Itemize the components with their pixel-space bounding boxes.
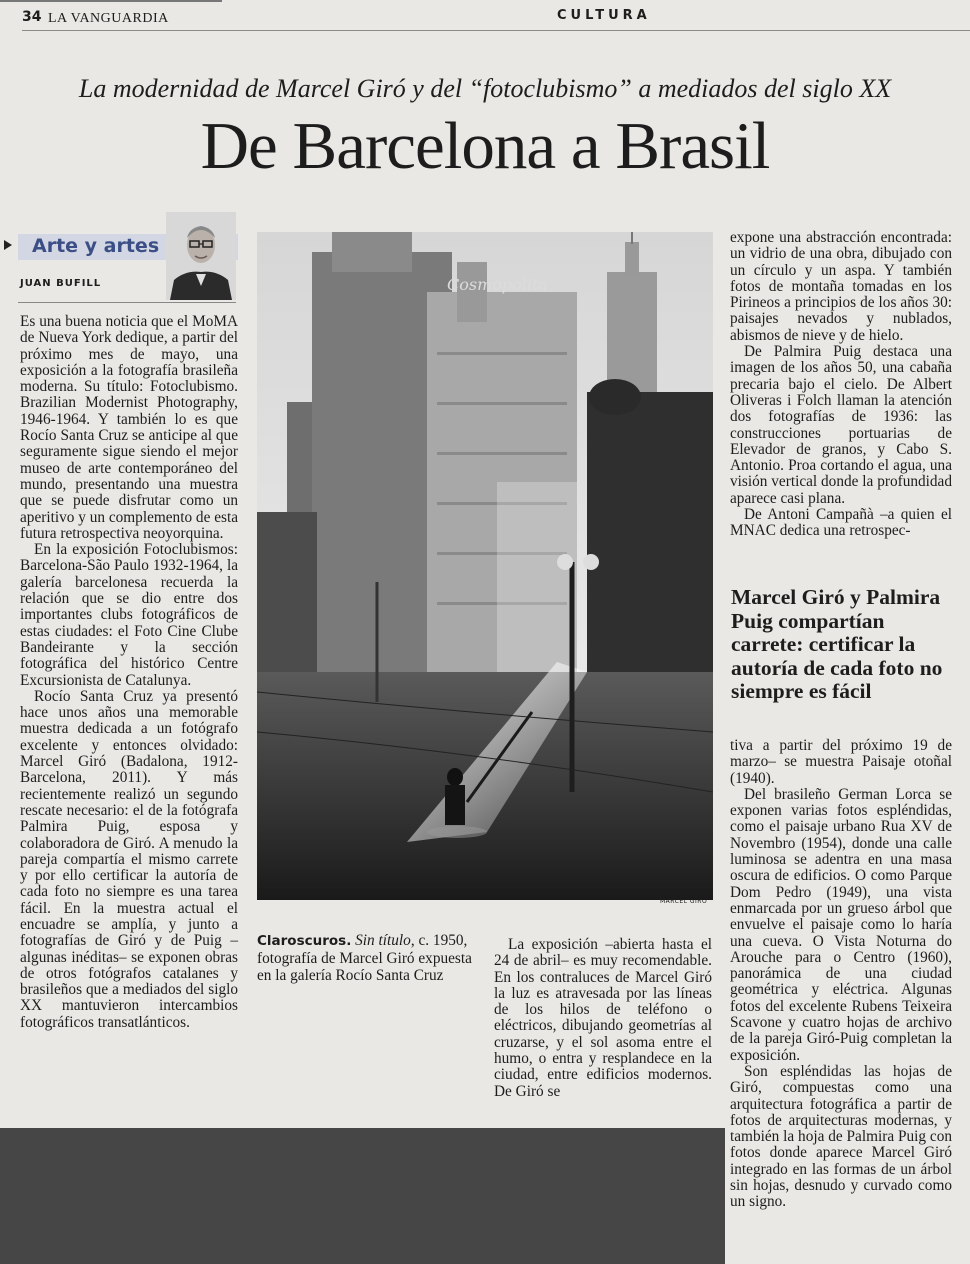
section-name: CULTURA	[557, 8, 651, 23]
pullquote: Marcel Giró y Palmira Puig compartían carrete: certificar la autoría de cada foto no siempre es fácil	[731, 585, 943, 703]
photo-credit: MARCEL GIRÓ	[660, 898, 708, 905]
paragraph: tiva a partir del próximo 19 de marzo– se muestra Paisaje otoñal (1940).	[730, 737, 952, 787]
paragraph: De Antoni Campañà –a quien el MNAC dedica una retrospec-	[730, 506, 952, 540]
column-name: Arte y artes	[32, 235, 160, 257]
paragraph: expone una abstracción encontrada: un vidrio de una obra, dibujado con un círculo y un aspa. Y también fotos de montaña tomadas en los Pirineos a principios de los años 30: paisajes nevados y nublados, abismos de nieve y de hielo.	[730, 229, 952, 344]
paragraph: En la exposición Fotoclubismos: Barcelona-São Paulo 1932-1964, la galería barcelonesa recuerda la relación que se dio entre dos importantes clubs fotográficos de estas ciudades: el Foto Cine Clube Bandeirante y la sección fotográfica del histórico Centre Excursionista de Catalunya.	[20, 541, 238, 689]
shadow-area	[0, 1128, 725, 1264]
article-column-1	[20, 314, 238, 1031]
photo-sign: Cosmopolita	[447, 275, 548, 294]
byline-rule	[18, 302, 236, 303]
page-number: 34	[22, 9, 42, 25]
article-photo	[257, 232, 713, 900]
pullquote-rule-bottom	[0, 1, 222, 2]
article-column-2	[494, 937, 712, 1100]
byline: JUAN BUFILL	[20, 278, 102, 289]
photo-caption	[257, 932, 479, 984]
paragraph: La exposición –abierta hasta el 24 de abril– es muy recomendable. En los contraluces de Marcel Giró la luz es atravesada por las líneas de los hilos de teléfono o eléctricos, dibujando geometrías al cruzarse, y el sol asoma entre el humo, o entra y resplandece en la ciudad, entre edificios modernos. De Giró se	[494, 936, 712, 1100]
caption-text: , c. 1950, fotografía de Marcel Giró expuesta en la galería Rocío Santa Cruz	[257, 932, 472, 984]
header-rule	[22, 30, 970, 31]
article-column-3-top	[730, 230, 952, 540]
caption-title: Sin título	[355, 932, 411, 949]
subheadline: La modernidad de Marcel Giró y del “fotoclubismo” a mediados del siglo XX	[78, 74, 892, 103]
newspaper-name: LA VANGUARDIA	[48, 11, 169, 26]
headline: De Barcelona a Brasil	[200, 109, 770, 183]
author-portrait	[166, 212, 236, 300]
paragraph: De Palmira Puig destaca una imagen de los años 50, una cabaña precaria bajo el cielo. De Albert Oliveras i Folch llaman la atención dos fotografías de 1936: las construcciones portuarias de Elevador de granos, y Cabo S. Antonio. Proa cortando el agua, una visión vertical donde la profundidad aparece casi plana.	[730, 343, 952, 507]
caption-lead: Claroscuros.	[257, 933, 352, 949]
article-column-3-bottom	[730, 738, 952, 1211]
paragraph: Del brasileño German Lorca se exponen varias fotos espléndidas, como el paisaje urbano Rua XV de Novembro (1954), donde una calle luminosa se adentra en una masa oscura de edificios. O como Parque Dom Pedro (1949), una vista enmarcada por un grueso árbol que envuelve el paisaje como lo haría una cueva. O Vista Noturna do Arouche para o Centro (1960), panorámica de una ciudad geométrica y eléctrica. Algunas fotos del excelente Rubens Teixeira Scavone y cuatro hojas de archivo de la pareja Giró-Puig completan la exposición.	[730, 785, 952, 1064]
paragraph: Rocío Santa Cruz ya presentó hace unos años una memorable muestra dedicada a un fotógrafo excelente y entonces olvidado: Marcel Giró (Badalona, 1912-Barcelona, 2011). Y más recientemente realizó un segundo rescate necesario: el de la fotógrafa Palmira Puig, esposa y colaboradora de Giró. A menudo la pareja compartía el mismo carrete y por ello certificar la autoría de cada foto no siempre es una tarea fácil. En la muestra actual el encuadre se amplía, y junto a fotografías de Giró y de Puig –algunas inéditas– se exponen obras de otros fotógrafos catalanes y brasileños que a mediados del siglo XX mantuvieron intercambios fotográficos transatlánticos.	[20, 687, 238, 1031]
paragraph: Es una buena noticia que el MoMA de Nueva York dedique, a partir del próximo mes de mayo, una exposición a la fotografía brasileña moderna. Su título: Fotoclubismo. Brazilian Modernist Photography, 1946-1964. Y también lo es que Rocío Santa Cruz se anticipe al que seguramente sigue siendo el mejor museo de arte contemporáneo del mundo, presentando una muestra que se puede disfrutar como un aperitivo y un complemento de esta futura retrospectiva neoyorquina.	[20, 313, 238, 542]
margin-arrow-icon	[4, 240, 12, 250]
paragraph: Son espléndidas las hojas de Giró, compuestas como una arquitectura fotográfica a partir de fotos de arquitecturas modernas, y también la hoja de Palmira Puig con fotos donde aparece Marcel Giró integrado en las formas de un árbol sin hojas, desnudo y curvado como un signo.	[730, 1062, 952, 1211]
